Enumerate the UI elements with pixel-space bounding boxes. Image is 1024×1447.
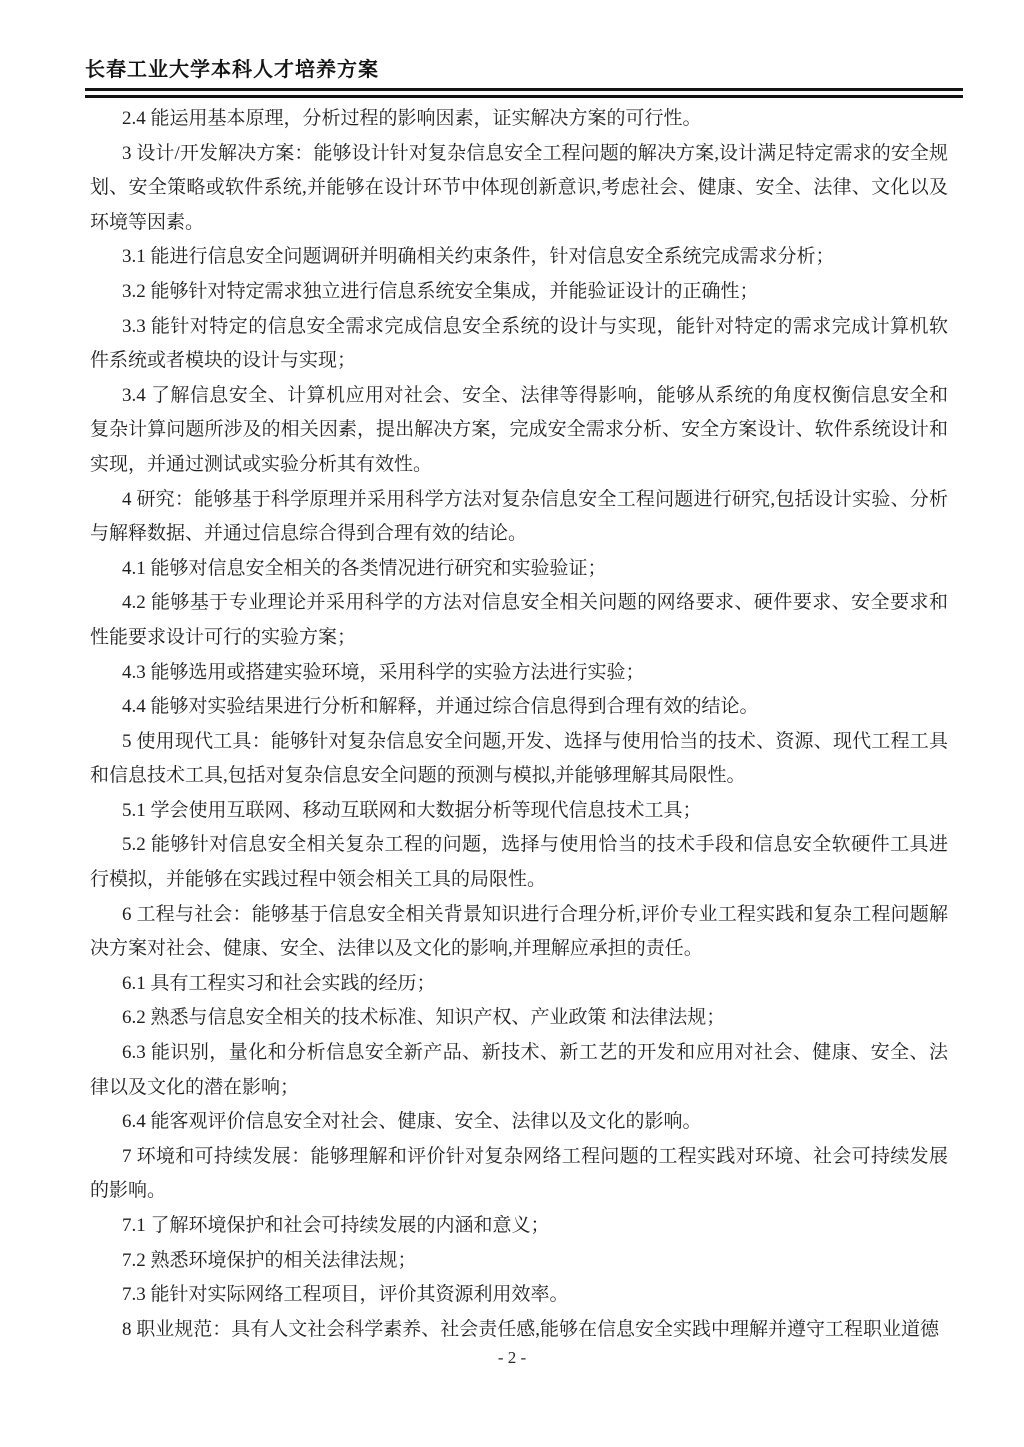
paragraph-3-1: 3.1 能进行信息安全问题调研并明确相关约束条件，针对信息安全系统完成需求分析；: [122, 246, 835, 268]
paragraph-7-3: 7.3 能针对实际网络工程项目，评价其资源利用效率。: [122, 1284, 569, 1306]
paragraph-6-2: 6.2 熟悉与信息安全相关的技术标准、知识产权、产业政策 和法律法规；: [122, 1007, 726, 1029]
paragraph-7: 7 环境和可持续发展：能够理解和评价针对复杂网络工程问题的工程实践对环境、社会可持续发展的影响。: [90, 1145, 948, 1202]
paragraph-3-2: 3.2 能够针对特定需求独立进行信息系统安全集成，并能验证设计的正确性；: [122, 280, 759, 302]
paragraph-4-2: 4.2 能够基于专业理论并采用科学的方法对信息安全相关问题的网络要求、硬件要求、安全要求和性能要求设计可行的实验方案；: [90, 592, 948, 648]
paragraph-5: 5 使用现代工具：能够针对复杂信息安全问题,开发、选择与使用恰当的技术、资源、现代工程工具和信息技术工具,包括对复杂信息安全问题的预测与模拟,并能够理解其局限性。: [90, 730, 948, 787]
document-body: [90, 102, 948, 1347]
paragraph-3-4: 3.4 了解信息安全、计算机应用对社会、安全、法律等得影响，能够从系统的角度权衡信息安全和复杂计算问题所涉及的相关因素，提出解决方案，完成安全需求分析、安全方案设计、软件系统设计和实现，并通过测试或实验分析其有效性。: [90, 384, 948, 475]
paragraph-6: 6 工程与社会：能够基于信息安全相关背景知识进行合理分析,评价专业工程实践和复杂工程问题解决方案对社会、健康、安全、法律以及文化的影响,并理解应承担的责任。: [90, 903, 948, 960]
page-footer: [0, 1348, 1024, 1368]
paragraph-2-4: 2.4 能运用基本原理，分析过程的影响因素，证实解决方案的可行性。: [122, 108, 702, 129]
paragraph-6-4: 6.4 能客观评价信息安全对社会、健康、安全、法律以及文化的影响。: [122, 1111, 702, 1133]
paragraph-5-2: 5.2 能够针对信息安全相关复杂工程的问题，选择与使用恰当的技术手段和信息安全软硬件工具进行模拟，并能够在实践过程中领会相关工具的局限性。: [90, 834, 948, 891]
paragraph-4-1: 4.1 能够对信息安全相关的各类情况进行研究和实验验证；: [122, 557, 607, 579]
paragraph-4-3: 4.3 能够选用或搭建实验环境，采用科学的实验方法进行实验；: [122, 661, 645, 683]
paragraph-8: 8 职业规范：具有人文社会科学素养、社会责任感,能够在信息安全实践中理解并遵守工程职业道德: [122, 1318, 940, 1340]
header-double-rule: [85, 88, 963, 98]
paragraph-6-1: 6.1 具有工程实习和社会实践的经历；: [122, 972, 436, 994]
paragraph-6-3: 6.3 能识别，量化和分析信息安全新产品、新技术、新工艺的开发和应用对社会、健康、安全、法律以及文化的潜在影响；: [90, 1042, 948, 1098]
page-header: [85, 56, 963, 98]
page-number: - 2 -: [497, 1348, 527, 1367]
paragraph-4: 4 研究：能够基于科学原理并采用科学方法对复杂信息安全工程问题进行研究,包括设计实验、分析与解释数据、并通过信息综合得到合理有效的结论。: [90, 488, 948, 545]
header-title: 长春工业大学本科人才培养方案: [85, 59, 379, 81]
paragraph-5-1: 5.1 学会使用互联网、移动互联网和大数据分析等现代信息技术工具；: [122, 799, 702, 821]
paragraph-3: 3 设计/开发解决方案：能够设计针对复杂信息安全工程问题的解决方案,设计满足特定需求的安全规划、安全策略或软件系统,并能够在设计环节中体现创新意识,考虑社会、健康、安全、法律、文化以及环境等因素。: [90, 142, 948, 233]
paragraph-3-3: 3.3 能针对特定的信息安全需求完成信息安全系统的设计与实现，能针对特定的需求完成计算机软件系统或者模块的设计与实现；: [90, 315, 948, 372]
paragraph-4-4: 4.4 能够对实验结果进行分析和解释，并通过综合信息得到合理有效的结论。: [122, 696, 759, 718]
paragraph-7-1: 7.1 了解环境保护和社会可持续发展的内涵和意义；: [122, 1215, 550, 1236]
paragraph-7-2: 7.2 熟悉环境保护的相关法律法规；: [122, 1249, 417, 1271]
